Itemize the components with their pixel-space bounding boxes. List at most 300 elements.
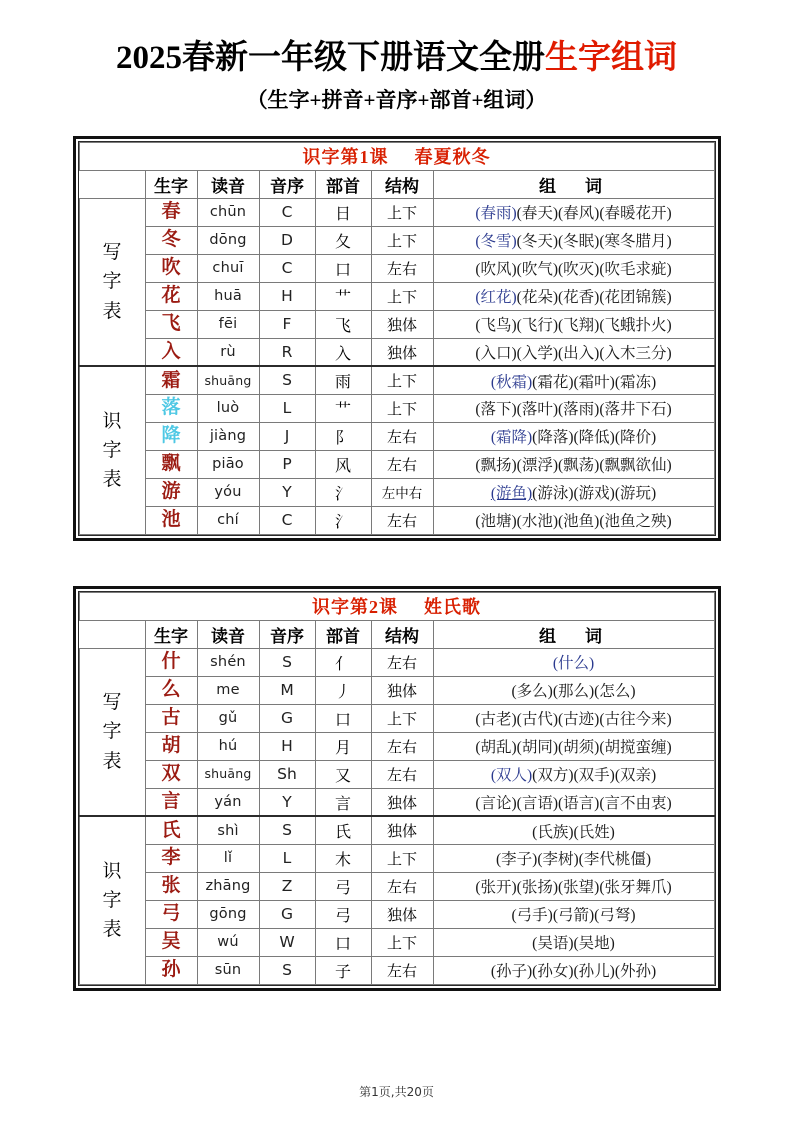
radical-text: 亻	[334, 655, 351, 673]
cell-character	[145, 788, 197, 816]
cell-pinyin	[197, 788, 259, 816]
cell-pinyin	[197, 198, 259, 226]
word-term: (霜降)	[490, 429, 533, 447]
cell-words	[433, 816, 714, 844]
word-term: (氏姓)	[573, 823, 615, 841]
initial-letter-text: S	[282, 960, 292, 979]
cell-character	[145, 366, 197, 394]
radical-text: 氏	[334, 824, 351, 842]
initial-letter-text: F	[282, 314, 292, 333]
pinyin-text: dōng	[209, 232, 247, 249]
cell-pinyin	[197, 338, 259, 366]
word-term: (落叶)	[516, 401, 558, 419]
character-glyph: 池	[161, 509, 181, 531]
cell-structure	[371, 226, 433, 254]
cell-radical	[315, 788, 371, 816]
word-term: (春天)	[516, 205, 558, 223]
word-term: (张望)	[558, 879, 600, 897]
radical-text: 飞	[334, 317, 351, 335]
word-term: (言论)	[475, 795, 517, 813]
pinyin-text: huā	[214, 288, 242, 305]
radical-text: 入	[334, 345, 351, 363]
structure-text: 左中右	[381, 485, 423, 501]
cell-words	[433, 704, 714, 732]
cell-initial-letter	[259, 394, 315, 422]
cell-pinyin	[197, 226, 259, 254]
cell-radical	[315, 928, 371, 956]
cell-structure	[371, 956, 433, 984]
radical-text: 氵	[334, 513, 351, 531]
cell-character	[145, 732, 197, 760]
cell-character	[145, 338, 197, 366]
cell-pinyin	[197, 760, 259, 788]
lesson-table-1	[73, 136, 721, 541]
word-term: (言语)	[516, 795, 558, 813]
cell-pinyin	[197, 704, 259, 732]
cell-radical	[315, 282, 371, 310]
word-term: (李树)	[537, 851, 579, 869]
word-term: (胡乱)	[475, 739, 517, 757]
words-list	[553, 655, 594, 672]
character-glyph: 落	[161, 397, 181, 419]
initial-letter-text: H	[281, 736, 293, 755]
words-list	[475, 513, 671, 530]
word-term: (降落)	[532, 429, 574, 447]
word-term: (双人)	[490, 767, 533, 785]
initial-letter-text: G	[280, 708, 293, 727]
structure-text: 上下	[386, 401, 417, 418]
character-glyph: 花	[161, 285, 181, 307]
pinyin-text: shì	[217, 822, 239, 839]
word-term: (游泳)	[532, 485, 574, 503]
table-row	[79, 422, 714, 450]
words-list	[512, 683, 636, 700]
word-term: (张开)	[475, 879, 517, 897]
column-header-zi: 生字	[145, 170, 197, 198]
cell-initial-letter	[259, 704, 315, 732]
page-title	[0, 40, 793, 78]
word-term: (孙儿)	[573, 963, 615, 981]
cell-character	[145, 310, 197, 338]
cell-initial-letter	[259, 816, 315, 844]
cell-words	[433, 928, 714, 956]
page-title-red: 生字组词	[545, 40, 677, 76]
character-glyph: 飘	[161, 453, 181, 475]
cell-pinyin	[197, 478, 259, 506]
pinyin-text: yóu	[214, 484, 242, 501]
word-term: (古迹)	[558, 711, 600, 729]
radical-text: 子	[334, 963, 351, 981]
cell-radical	[315, 478, 371, 506]
pinyin-text: rù	[220, 344, 236, 361]
word-term: (水池)	[516, 513, 558, 531]
character-glyph: 弓	[161, 903, 181, 925]
pinyin-text: chí	[217, 512, 239, 529]
cell-words	[433, 422, 714, 450]
character-glyph: 什	[161, 651, 181, 673]
cell-structure	[371, 648, 433, 676]
character-glyph: 飞	[161, 313, 181, 335]
lesson-caption-cell	[79, 142, 714, 170]
cell-pinyin	[197, 676, 259, 704]
table-row	[79, 366, 714, 394]
radical-text: 艹	[334, 289, 351, 307]
words-list	[491, 963, 656, 980]
cell-initial-letter	[259, 450, 315, 478]
pinyin-text: hú	[218, 738, 238, 755]
word-term: (多么)	[511, 683, 553, 701]
cell-radical	[315, 366, 371, 394]
cell-character	[145, 956, 197, 984]
cell-structure	[371, 366, 433, 394]
cell-words	[433, 760, 714, 788]
character-glyph: 氏	[161, 819, 181, 841]
radical-text: 口	[334, 261, 351, 279]
word-term: (李代桃僵)	[578, 851, 651, 869]
cell-radical	[315, 648, 371, 676]
column-header-zuci: 组 词	[433, 170, 714, 198]
words-list	[475, 739, 671, 756]
cell-radical	[315, 506, 371, 534]
pinyin-text: chuī	[212, 260, 244, 277]
word-term: (吹气)	[516, 261, 558, 279]
cell-radical	[315, 732, 371, 760]
page-subtitle: （生字+拼音+音序+部首+组词）	[246, 87, 547, 112]
section-label-char: 表	[102, 919, 122, 941]
section-label-char: 表	[102, 750, 122, 772]
structure-text: 左右	[386, 739, 417, 756]
initial-letter-text: P	[282, 454, 292, 473]
word-term: (飞行)	[516, 317, 558, 335]
character-glyph: 春	[161, 201, 181, 223]
cell-character	[145, 226, 197, 254]
word-term: (花香)	[558, 289, 600, 307]
initial-letter-text: H	[281, 286, 293, 305]
lesson-table-2	[73, 586, 721, 991]
character-glyph: 李	[161, 847, 181, 869]
cell-structure	[371, 478, 433, 506]
words-list	[475, 795, 671, 812]
cell-pinyin	[197, 394, 259, 422]
cell-words	[433, 478, 714, 506]
cell-pinyin	[197, 310, 259, 338]
cell-character	[145, 394, 197, 422]
word-term: (张牙舞爪)	[599, 879, 672, 897]
words-list	[475, 205, 671, 222]
word-term: (弓手)	[511, 907, 553, 925]
structure-text: 左右	[386, 767, 417, 784]
structure-text: 上下	[386, 851, 417, 868]
structure-text: 独体	[386, 824, 417, 841]
word-term: (吴语)	[532, 935, 574, 953]
cell-structure	[371, 760, 433, 788]
section-label-char: 识	[102, 860, 122, 882]
cell-character	[145, 760, 197, 788]
word-term: (古代)	[516, 711, 558, 729]
table-row	[79, 704, 714, 732]
table-row	[79, 872, 714, 900]
cell-radical	[315, 254, 371, 282]
word-term: (冬天)	[516, 233, 558, 251]
radical-text: 口	[334, 711, 351, 729]
cell-character	[145, 648, 197, 676]
radical-text: 雨	[334, 374, 351, 392]
word-term: (花团锦簇)	[599, 289, 672, 307]
radical-text: 夂	[334, 233, 351, 251]
word-term: (言不由衷)	[599, 795, 672, 813]
cell-words	[433, 900, 714, 928]
table-row	[79, 956, 714, 984]
word-term: (弓弩)	[594, 907, 636, 925]
initial-letter-text: S	[282, 821, 292, 840]
cell-radical	[315, 956, 371, 984]
word-term: (外孙)	[614, 963, 657, 981]
character-glyph: 冬	[161, 229, 181, 251]
word-term: (冬眠)	[558, 233, 600, 251]
character-glyph: 双	[161, 763, 181, 785]
cell-character	[145, 704, 197, 732]
words-list	[475, 457, 671, 474]
cell-words	[433, 648, 714, 676]
cell-structure	[371, 450, 433, 478]
radical-text: 阝	[334, 429, 351, 447]
cell-words	[433, 732, 714, 760]
lesson-name: 姓氏歌	[424, 597, 481, 618]
word-term: (语言)	[558, 795, 600, 813]
structure-text: 独体	[386, 683, 417, 700]
cell-initial-letter	[259, 478, 315, 506]
section-label-char: 字	[102, 439, 122, 461]
cell-radical	[315, 816, 371, 844]
vocab-table-1	[79, 142, 715, 535]
cell-radical	[315, 844, 371, 872]
initial-letter-text: L	[282, 398, 292, 417]
initial-letter-text: S	[282, 371, 292, 390]
words-list	[491, 429, 656, 446]
cell-initial-letter	[259, 338, 315, 366]
word-term: (双亲)	[614, 767, 657, 785]
character-glyph: 张	[161, 875, 181, 897]
word-term: (游戏)	[573, 485, 615, 503]
pinyin-text: lǐ	[223, 850, 233, 867]
section-label-char: 写	[102, 242, 122, 264]
word-term: (孙女)	[532, 963, 574, 981]
word-term: (飘扬)	[475, 457, 517, 475]
structure-text: 独体	[386, 795, 417, 812]
character-glyph: 入	[161, 341, 181, 363]
cell-character	[145, 422, 197, 450]
word-term: (落下)	[475, 401, 517, 419]
cell-radical	[315, 394, 371, 422]
radical-text: 丿	[334, 683, 351, 701]
word-term: (降价)	[614, 429, 657, 447]
cell-character	[145, 478, 197, 506]
cell-radical	[315, 760, 371, 788]
words-list	[491, 374, 656, 391]
table-row	[79, 226, 714, 254]
cell-structure	[371, 254, 433, 282]
table-row	[79, 760, 714, 788]
cell-words	[433, 366, 714, 394]
word-term: (飘荡)	[558, 457, 600, 475]
cell-structure	[371, 816, 433, 844]
cell-character	[145, 254, 197, 282]
cell-radical	[315, 310, 371, 338]
radical-text: 又	[334, 767, 351, 785]
section-label-write	[79, 198, 145, 366]
pinyin-text: zhāng	[205, 878, 251, 895]
structure-text: 独体	[386, 907, 417, 924]
cell-initial-letter	[259, 648, 315, 676]
cell-structure	[371, 198, 433, 226]
word-term: (胡同)	[516, 739, 558, 757]
word-term: (胡须)	[558, 739, 600, 757]
word-term: (吹灭)	[558, 261, 600, 279]
initial-letter-text: R	[281, 342, 293, 361]
word-term: (古往今来)	[599, 711, 672, 729]
word-term: (寒冬腊月)	[599, 233, 672, 251]
structure-text: 上下	[386, 374, 417, 391]
radical-text: 氵	[334, 485, 351, 503]
cell-radical	[315, 872, 371, 900]
lesson-title	[303, 147, 491, 167]
cell-words	[433, 198, 714, 226]
word-term: (降低)	[573, 429, 615, 447]
cell-initial-letter	[259, 226, 315, 254]
initial-letter-text: Sh	[277, 764, 297, 783]
pinyin-text: jiàng	[209, 428, 247, 445]
section-label-char: 字	[102, 271, 122, 293]
pinyin-text: chūn	[209, 204, 247, 221]
words-list	[512, 907, 636, 924]
structure-text: 左右	[386, 429, 417, 446]
word-term: (池塘)	[475, 513, 517, 531]
pinyin-text: fēi	[218, 316, 238, 333]
word-term: (入木三分)	[599, 345, 672, 363]
initial-letter-text: C	[281, 202, 293, 221]
pinyin-text: shén	[210, 654, 246, 671]
structure-text: 左右	[386, 457, 417, 474]
column-header-bushou: 部首	[315, 170, 371, 198]
cell-initial-letter	[259, 844, 315, 872]
character-glyph: 么	[161, 679, 181, 701]
radical-text: 月	[334, 739, 351, 757]
structure-text: 上下	[386, 205, 417, 222]
radical-text: 言	[334, 795, 351, 813]
word-term: (古老)	[475, 711, 517, 729]
table-row	[79, 450, 714, 478]
cell-character	[145, 900, 197, 928]
cell-structure	[371, 310, 433, 338]
word-term: (春风)	[558, 205, 600, 223]
character-glyph: 游	[161, 481, 181, 503]
cell-radical	[315, 338, 371, 366]
table-row	[79, 844, 714, 872]
structure-text: 左右	[386, 879, 417, 896]
cell-initial-letter	[259, 956, 315, 984]
words-list	[491, 485, 656, 502]
cell-pinyin	[197, 282, 259, 310]
words-list	[475, 879, 671, 896]
table-row	[79, 788, 714, 816]
word-term: (飞翔)	[558, 317, 600, 335]
cell-character	[145, 928, 197, 956]
section-label-read	[79, 366, 145, 534]
word-term: (秋霜)	[490, 373, 533, 391]
cell-radical	[315, 704, 371, 732]
table-row	[79, 648, 714, 676]
column-header-yin: 读音	[197, 170, 259, 198]
word-term: (霜花)	[532, 373, 574, 391]
initial-letter-text: W	[279, 932, 295, 951]
word-term: (入口)	[475, 345, 517, 363]
radical-text: 艹	[334, 401, 351, 419]
cell-initial-letter	[259, 310, 315, 338]
cell-pinyin	[197, 648, 259, 676]
cell-initial-letter	[259, 254, 315, 282]
words-list	[475, 261, 671, 278]
cell-initial-letter	[259, 900, 315, 928]
word-term: (弓箭)	[552, 907, 595, 925]
cell-radical	[315, 198, 371, 226]
pinyin-text: gǔ	[218, 710, 238, 727]
words-list	[475, 233, 671, 250]
cell-pinyin	[197, 816, 259, 844]
character-glyph: 吴	[161, 931, 181, 953]
pinyin-text: shuāng	[204, 766, 252, 782]
table-row	[79, 338, 714, 366]
word-term: (漂浮)	[516, 457, 558, 475]
word-term: (落雨)	[558, 401, 600, 419]
table-row	[79, 900, 714, 928]
word-term: (双手)	[573, 767, 615, 785]
cell-initial-letter	[259, 788, 315, 816]
character-glyph: 降	[161, 425, 181, 447]
cell-initial-letter	[259, 366, 315, 394]
lesson-number: 识字第1课	[302, 147, 389, 168]
structure-text: 左右	[386, 655, 417, 672]
lesson-caption-row	[79, 142, 714, 170]
cell-initial-letter	[259, 872, 315, 900]
pinyin-text: sūn	[214, 962, 242, 979]
initial-letter-text: C	[281, 258, 293, 277]
section-label-read	[79, 816, 145, 984]
word-term: (吹毛求疵)	[599, 261, 672, 279]
word-term: (霜叶)	[573, 373, 615, 391]
initial-letter-text: C	[281, 510, 293, 529]
initial-letter-text: M	[280, 680, 294, 699]
column-header-jiegou: 结构	[371, 620, 433, 648]
cell-structure	[371, 928, 433, 956]
cell-structure	[371, 394, 433, 422]
cell-radical	[315, 676, 371, 704]
table-row	[79, 394, 714, 422]
lesson-caption-row	[79, 592, 714, 620]
title-block	[0, 0, 793, 114]
table-row	[79, 676, 714, 704]
words-list	[491, 767, 656, 784]
column-header-blank	[79, 170, 145, 198]
cell-words	[433, 506, 714, 534]
column-header-blank	[79, 620, 145, 648]
column-header-zi: 生字	[145, 620, 197, 648]
table-row	[79, 282, 714, 310]
words-list	[475, 711, 671, 728]
cell-pinyin	[197, 254, 259, 282]
cell-structure	[371, 506, 433, 534]
structure-text: 独体	[386, 345, 417, 362]
table-row	[79, 816, 714, 844]
